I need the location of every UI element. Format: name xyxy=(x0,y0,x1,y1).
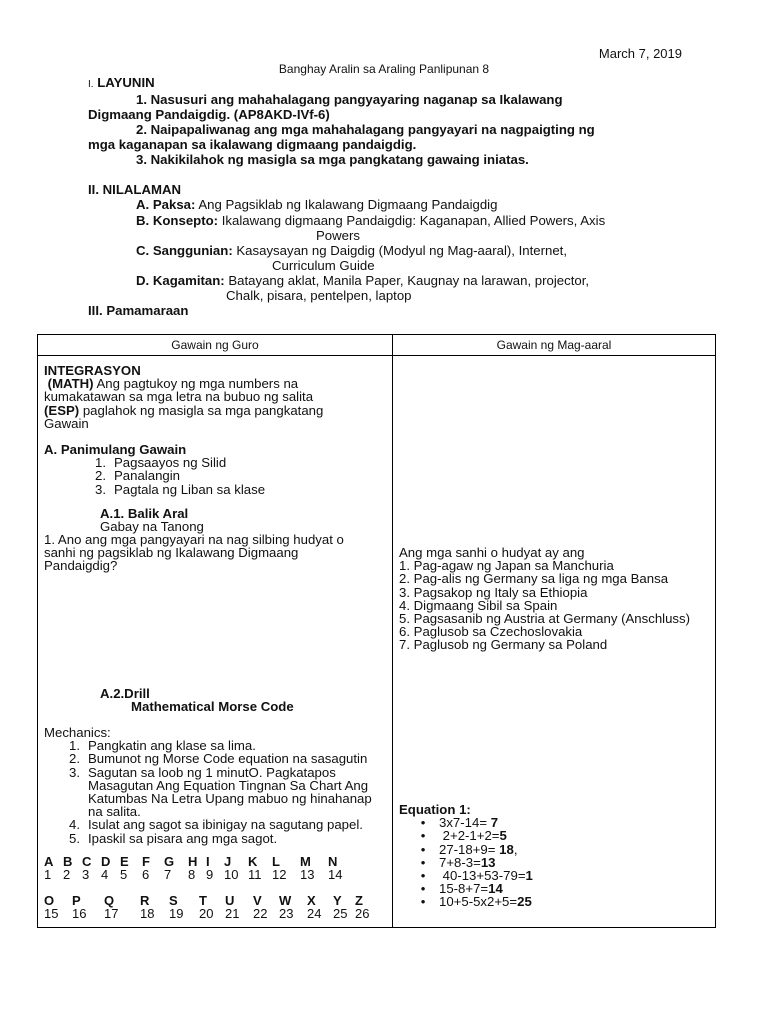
konsepto-label: B. Konsepto: xyxy=(136,213,219,228)
chart-number: 6 xyxy=(142,867,150,882)
equation-item: • 40-13+53-79=1 xyxy=(420,868,533,884)
mechanics-item: 1. Pangkatin ang klase sa lima. xyxy=(69,738,256,754)
chart-letter: K xyxy=(248,854,258,869)
chart-number: 5 xyxy=(120,867,128,882)
mechanics-item-text: Ipaskil sa pisara ang mga sagot. xyxy=(88,830,278,846)
panimula-item: 2. Panalangin xyxy=(95,468,180,484)
mechanics-item: 5. Ipaskil sa pisara ang mga sagot. xyxy=(69,830,278,846)
question-line: 1. Ano ang mga pangyayari na nag silbing hudyat o xyxy=(44,532,344,547)
chart-number: 23 xyxy=(279,906,294,921)
mechanics-item: 3. Sagutan sa loob ng 1 minutO. Pagkatapos xyxy=(69,764,336,780)
chart-number: 11 xyxy=(248,867,262,882)
chart-number: 18 xyxy=(140,906,155,921)
chart-letter: M xyxy=(300,854,311,869)
chart-number: 8 xyxy=(188,867,196,882)
chart-number: 4 xyxy=(101,867,109,882)
chart-number: 1 xyxy=(44,867,52,882)
panimula-heading: A. Panimulang Gawain xyxy=(44,442,187,457)
panimula-item: 1. Pagsaayos ng Silid xyxy=(95,455,227,471)
question-line: Pandaigdig? xyxy=(44,558,118,574)
chart-letter: P xyxy=(72,893,81,908)
equation-item: • 3x7-14= 7 xyxy=(420,815,499,831)
chart-letter: R xyxy=(140,893,150,908)
objective-3: 3. Nakikilahok ng masigla sa mga pangkatang gawaing iniatas. xyxy=(136,152,529,167)
panimula-item: 3. Pagtala ng Liban sa klase xyxy=(95,481,266,497)
teacher-column-header: Gawain ng Guro xyxy=(171,338,259,352)
chart-number: 2 xyxy=(63,867,71,882)
integrasyon-block xyxy=(44,364,323,430)
paksa-row xyxy=(136,197,497,212)
chart-number: 17 xyxy=(104,906,119,921)
mechanics-item: 4. Isulat ang sagot sa ibinigay na sagutang papel. xyxy=(69,817,363,833)
konsepto-value-cont: Powers xyxy=(316,228,360,243)
panimula-block xyxy=(44,443,265,496)
panimula-item-label: Pagsaayos ng Silid xyxy=(114,455,227,471)
mechanics-item-cont: na salita. xyxy=(88,804,141,820)
kagamitan-value-cont: Chalk, pisara, pentelpen, laptop xyxy=(226,288,412,303)
question-line: sanhi ng pagsiklab ng Ikalawang Digmaang xyxy=(44,545,299,561)
drill-title: Mathematical Morse Code xyxy=(131,699,294,715)
konsepto-value: Ikalawang digmaang Pandaigdig: Kaganapan, Allied Powers, Axis xyxy=(221,213,606,228)
equation-item: • 15-8+7=14 xyxy=(420,881,503,897)
chart-letter: H xyxy=(188,854,198,869)
chart-letter: L xyxy=(272,854,280,869)
chart-number: 24 xyxy=(307,906,322,921)
answer-item: 5. Pagsasanib ng Austria at Germany (Anschluss) xyxy=(399,611,691,627)
document-date: March 7, 2019 xyxy=(598,46,682,61)
chart-number: 26 xyxy=(355,906,370,921)
mechanics-item-text: Isulat ang sagot sa ibinigay na sagutang papel. xyxy=(88,817,363,833)
chart-letter: S xyxy=(169,893,178,908)
math-text-cont: kumakatawan sa mga letra na bubuo ng salita xyxy=(44,389,314,405)
section-numeral: I. xyxy=(88,79,94,90)
chart-number: 20 xyxy=(199,906,214,921)
kagamitan-value: Batayang aklat, Manila Paper, Kaugnay na larawan, projector, xyxy=(228,273,590,288)
mechanics-item-text: Sagutan sa loob ng 1 minutO. Pagkatapos xyxy=(88,764,336,780)
chart-letter: D xyxy=(101,854,111,869)
chart-number: 16 xyxy=(72,906,87,921)
chart-letter: N xyxy=(328,854,338,869)
mechanics-block xyxy=(44,726,372,845)
equation-item: • 2+2-1+2=5 xyxy=(420,828,507,844)
chart-number: 10 xyxy=(224,867,239,882)
equation-item: • 10+5-5x2+5=25 xyxy=(420,894,532,910)
chart-letter: G xyxy=(164,854,175,869)
chart-number: 19 xyxy=(169,906,184,921)
mechanics-item-cont: Masagutan Ang Equation Tingnan Sa Chart Ang xyxy=(88,777,369,793)
pamamaraan-heading: III. Pamamaraan xyxy=(88,303,189,318)
sanggunian-row xyxy=(136,243,567,258)
math-label: (MATH) xyxy=(47,376,94,392)
paksa-value: Ang Pagsiklab ng Ikalawang Digmaang Pandaigdig xyxy=(198,197,498,212)
chart-letter: F xyxy=(142,854,150,869)
chart-letter: T xyxy=(199,893,207,908)
nilalaman-heading: II. NILALAMAN xyxy=(88,182,182,197)
equation-item: • 27-18+9= 18, xyxy=(420,841,518,857)
mechanics-item-text: Bumunot ng Morse Code equation na sasagutin xyxy=(88,751,368,767)
gabay-label: Gabay na Tanong xyxy=(100,519,204,535)
equation-item: • 7+8-3=13 xyxy=(420,854,496,870)
chart-letter: Q xyxy=(104,893,115,908)
chart-number: 14 xyxy=(328,867,343,882)
mechanics-label: Mechanics: xyxy=(44,725,111,740)
chart-letter: C xyxy=(82,854,92,869)
drill-block xyxy=(100,687,294,713)
answer-item: 4. Digmaang Sibil sa Spain xyxy=(399,597,558,613)
sanggunian-value: Kasaysayan ng Daigdig (Modyul ng Mag-aaral), Internet, xyxy=(236,243,567,258)
kagamitan-label: D. Kagamitan: xyxy=(136,273,225,288)
chart-letter: Y xyxy=(333,893,342,908)
answer-item: 7. Paglusob ng Germany sa Poland xyxy=(399,637,608,653)
chart-letter: A xyxy=(44,854,54,869)
chart-number: 25 xyxy=(333,906,348,921)
chart-letter: J xyxy=(224,854,232,869)
mechanics-item: 2. Bumunot ng Morse Code equation na sasagutin xyxy=(69,751,368,767)
document-title: Banghay Aralin sa Araling Panlipunan 8 xyxy=(278,62,490,76)
header-divider xyxy=(38,355,715,356)
konsepto-row xyxy=(136,213,605,228)
answers-block xyxy=(399,546,690,652)
objective-2-line-2: mga kaganapan sa ikalawang digmaang pandaigdig. xyxy=(88,137,417,152)
chart-letter: I xyxy=(206,854,210,869)
objective-2-line-1: 2. Naipapaliwanag ang mga mahahalagang pangyayari na nagpaigting ng xyxy=(136,122,595,137)
chart-number: 15 xyxy=(44,906,59,921)
lesson-table xyxy=(37,334,716,928)
chart-number: 9 xyxy=(206,867,214,882)
layunin-heading xyxy=(88,75,155,92)
chart-number: 21 xyxy=(225,906,240,921)
equation-heading: Equation 1: xyxy=(399,802,471,817)
chart-letter: O xyxy=(44,893,55,908)
chart-number: 3 xyxy=(82,867,90,882)
mechanics-item-text: Pangkatin ang klase sa lima. xyxy=(88,738,256,754)
chart-letter: E xyxy=(120,854,129,869)
equations-block xyxy=(399,803,533,909)
chart-letter: X xyxy=(307,893,316,908)
student-column-header: Gawain ng Mag-aaral xyxy=(496,338,612,352)
kagamitan-row xyxy=(136,273,589,288)
panimula-item-label: Pagtala ng Liban sa klase xyxy=(114,481,266,497)
esp-text-cont: Gawain xyxy=(44,415,89,431)
chart-letter: W xyxy=(279,893,292,908)
objective-1-line-2: Digmaang Pandaigdig. (AP8AKD-IVf-6) xyxy=(88,107,330,122)
answer-item: 3. Pagsakop ng Italy sa Ethiopia xyxy=(399,584,588,600)
column-divider xyxy=(392,335,393,927)
chart-number: 7 xyxy=(164,867,172,882)
answer-item: 2. Pag-alis ng Germany sa liga ng mga Bansa xyxy=(399,571,669,587)
chart-letter: V xyxy=(253,893,262,908)
balik-aral-heading: A.1. Balik Aral xyxy=(100,506,189,521)
chart-letter: U xyxy=(225,893,235,908)
chart-number: 12 xyxy=(272,867,287,882)
answer-item: 1. Pag-agaw ng Japan sa Manchuria xyxy=(399,558,614,574)
panimula-item-label: Panalangin xyxy=(114,468,180,484)
paksa-label: A. Paksa: xyxy=(136,197,196,212)
answer-item: 6. Paglusob sa Czechoslovakia xyxy=(399,624,583,640)
drill-heading: A.2.Drill xyxy=(100,686,150,701)
math-text: Ang pagtukoy ng mga numbers na xyxy=(96,376,299,392)
esp-text: paglahok ng masigla sa mga pangkatang xyxy=(82,402,324,418)
chart-letter: B xyxy=(63,854,73,869)
question-block xyxy=(44,533,344,573)
section-heading: LAYUNIN xyxy=(97,75,155,90)
esp-line xyxy=(44,404,323,417)
answer-intro: Ang mga sanhi o hudyat ay ang xyxy=(399,545,585,560)
objective-1-line-1: 1. Nasusuri ang mahahalagang pangyayaring naganap sa Ikalawang xyxy=(136,92,563,107)
esp-label: (ESP) xyxy=(44,402,80,418)
chart-number: 13 xyxy=(300,867,315,882)
sanggunian-value-cont: Curriculum Guide xyxy=(272,258,375,273)
balik-aral-block xyxy=(100,507,204,533)
chart-number: 22 xyxy=(253,906,268,921)
chart-letter: Z xyxy=(355,893,363,908)
integrasyon-heading: INTEGRASYON xyxy=(44,363,141,378)
mechanics-item-cont: Katumbas Na Letra Upang mabuo ng hinahanap xyxy=(88,791,372,807)
sanggunian-label: C. Sanggunian: xyxy=(136,243,233,258)
